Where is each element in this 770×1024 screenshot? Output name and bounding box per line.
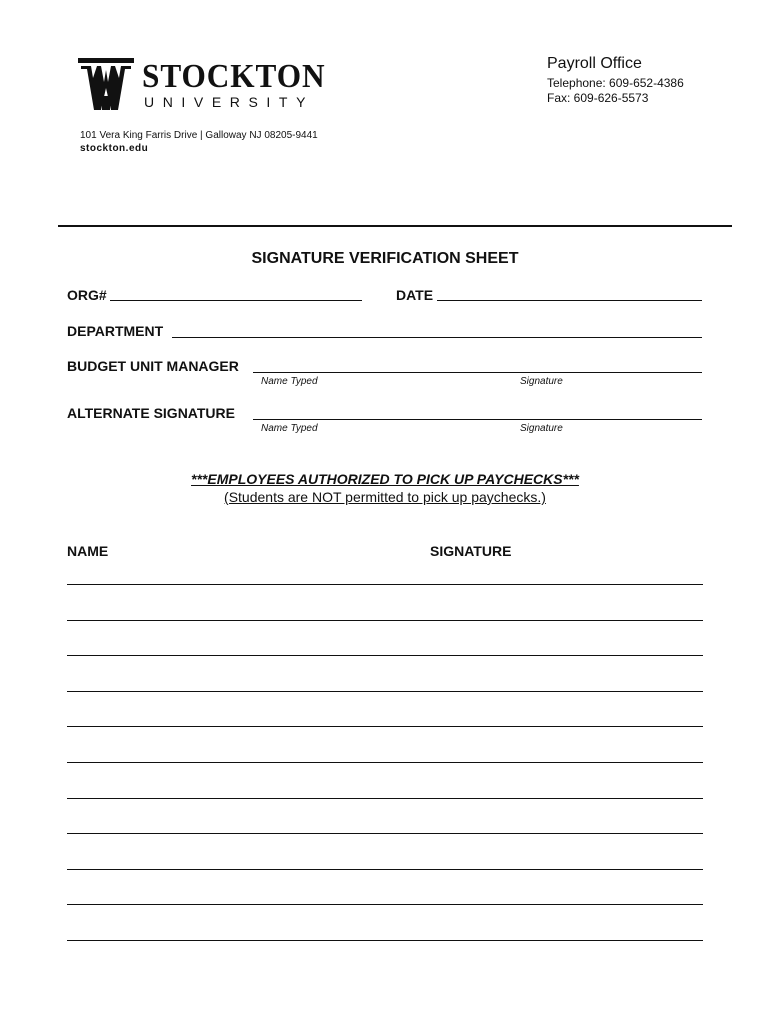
entry-row-line[interactable] — [67, 691, 703, 692]
signature-column-header: SIGNATURE — [430, 543, 512, 559]
department-field-line[interactable] — [172, 337, 702, 338]
entry-row-line[interactable] — [67, 940, 703, 941]
university-address: 101 Vera King Farris Drive | Galloway NJ 08205-9441 — [80, 130, 318, 141]
budget-manager-name-typed-hint: Name Typed — [261, 376, 318, 387]
entry-row-line[interactable] — [67, 762, 703, 763]
budget-manager-field-line[interactable] — [253, 372, 702, 373]
date-field-line[interactable] — [437, 300, 702, 301]
org-field-line[interactable] — [110, 300, 362, 301]
alternate-signature-label: ALTERNATE SIGNATURE — [67, 405, 235, 421]
entry-row-line[interactable] — [67, 620, 703, 621]
office-fax: Fax: 609-626-5573 — [547, 91, 649, 105]
alternate-signature-field-line[interactable] — [253, 419, 702, 420]
org-label: ORG# — [67, 287, 107, 303]
paycheck-notice-heading: ***EMPLOYEES AUTHORIZED TO PICK UP PAYCHECKS*** — [191, 471, 579, 487]
entry-row-line[interactable] — [67, 798, 703, 799]
date-label: DATE — [396, 287, 434, 303]
alternate-signature-hint: Signature — [520, 423, 563, 434]
entry-row-line[interactable] — [67, 833, 703, 834]
paycheck-notice-subtext: (Students are NOT permitted to pick up paychecks.) — [224, 489, 546, 505]
header-divider — [58, 225, 732, 227]
name-column-header: NAME — [67, 543, 109, 559]
budget-manager-label: BUDGET UNIT MANAGER — [67, 358, 239, 374]
entry-row-line[interactable] — [67, 726, 703, 727]
office-title: Payroll Office — [547, 55, 642, 72]
university-website: stockton.edu — [80, 143, 149, 154]
entry-row-line[interactable] — [67, 655, 703, 656]
entry-row-line[interactable] — [67, 869, 703, 870]
entry-row-line[interactable] — [67, 584, 703, 585]
form-title: SIGNATURE VERIFICATION SHEET — [251, 250, 519, 267]
budget-manager-signature-hint: Signature — [520, 376, 563, 387]
alternate-name-typed-hint: Name Typed — [261, 423, 318, 434]
university-name: STOCKTON — [142, 58, 326, 95]
office-telephone: Telephone: 609-652-4386 — [547, 76, 684, 90]
department-label: DEPARTMENT — [67, 323, 164, 339]
university-subtitle: UNIVERSITY — [144, 94, 315, 110]
entry-row-line[interactable] — [67, 904, 703, 905]
stockton-tree-logo-icon — [78, 58, 134, 110]
